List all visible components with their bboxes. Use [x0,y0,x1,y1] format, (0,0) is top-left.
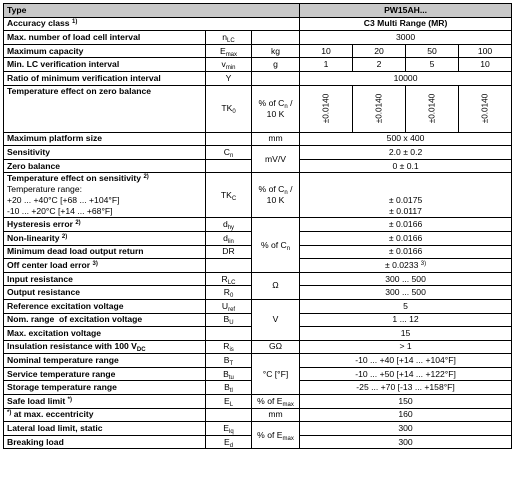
nlc-label: Max. number of load cell interval [4,31,206,45]
sensitivity-value: 2.0 ± 0.2 [300,146,512,160]
servtemp-value: -10 ... +50 [+14 ... +122°F] [300,367,512,381]
row-input-resistance [4,272,512,286]
nomtemp-symbol: $B_T$ [206,354,252,368]
tk0-value: ±0.0140 [300,85,353,132]
nlc-value: 3000 [300,31,512,45]
nomtemp-value: -10 ... +40 [+14 ... +104°F] [300,354,512,368]
pct-cn-unit: % of $C_n$ [252,218,300,272]
sensitivity-label: Sensitivity [4,146,206,160]
lateral-value: 300 [300,422,512,436]
nomrange-label: Nom. range of excitation voltage [4,313,206,327]
lateral-symbol: $E_{lq}$ [206,422,252,436]
breaking-label: Breaking load [4,435,206,449]
eccentric-value: 160 [300,408,512,422]
offcenter-symbol [206,259,252,273]
safeload-unit: % of $E_{max}$ [252,395,300,409]
ratio-unit [252,71,300,85]
row-eccentricity [4,408,512,422]
outres-symbol: $R_0$ [206,286,252,300]
safeload-symbol: $E_L$ [206,395,252,409]
tk0-unit: % of $C_n$ / 10 K [252,85,300,132]
accuracy-value: C3 Multi Range (MR) [300,17,512,31]
safeload-label: Safe load limit *) [4,395,206,409]
hysteresis-value: ± 0.0166 [300,218,512,232]
tk0-symbol: $TK_0$ [206,85,252,132]
celsius-unit: °C [°F] [252,354,300,395]
inres-label: Input resistance [4,272,206,286]
mvv-unit: mV/V [252,146,300,173]
outres-value: 300 ... 500 [300,286,512,300]
emax-unit: kg [252,44,300,58]
vmin-label: Min. LC verification interval [4,58,206,72]
row-safe-load [4,395,512,409]
zero-value: 0 ± 0.1 [300,159,512,173]
row-lateral [4,422,512,436]
row-tkc [4,173,512,218]
ohm-unit: Ω [252,272,300,299]
lateral-label: Lateral load limit, static [4,422,206,436]
stortemp-value: -25 ... +70 [-13 ... +158°F] [300,381,512,395]
tk0-label: Temperature effect on zero balance [4,85,206,132]
row-emax [4,44,512,58]
nomrange-symbol: $B_U$ [206,313,252,327]
vmin-value: 5 [406,58,459,72]
breaking-value: 300 [300,435,512,449]
maxexc-value: 15 [300,327,512,341]
nlc-symbol: $n_{LC}$ [206,31,252,45]
insres-unit: GΩ [252,340,300,354]
sensitivity-symbol: $C_n$ [206,146,252,160]
pct-emax-unit: % of $E_{max}$ [252,422,300,449]
platform-value: 500 x 400 [300,132,512,146]
tk0-value: ±0.0140 [459,85,512,132]
row-accuracy [4,17,512,31]
deadload-label: Minimum dead load output return [4,245,206,259]
ratio-symbol: Y [206,71,252,85]
offcenter-value: ± 0.0233 $^{3)}$ [300,259,512,273]
emax-value: 20 [353,44,406,58]
outres-label: Output resistance [4,286,206,300]
refexc-label: Reference excitation voltage [4,299,206,313]
emax-label: Maximum capacity [4,44,206,58]
tkc-label: Temperature effect on sensitivity $^{2)}$ Temperature range: +20 ... +40°C [+68 ... +104°F] -10 ... +20°C [+14 ... +68°F] [4,173,206,218]
insres-symbol: $R_{is}$ [206,340,252,354]
tkc-symbol: $TK_C$ [206,173,252,218]
type-label: Type [4,4,300,18]
row-type [4,4,512,18]
specification-table [3,3,512,449]
accuracy-label: Accuracy class $^{1)}$ [4,17,300,31]
hysteresis-symbol: $d_{hy}$ [206,218,252,232]
row-nominal-temp [4,354,512,368]
breaking-symbol: $E_d$ [206,435,252,449]
vmin-value: 2 [353,58,406,72]
offcenter-label: Off center load error $^{3)}$ [4,259,206,273]
type-value: PW15AH... [300,4,512,18]
tk0-value: ±0.0140 [353,85,406,132]
emax-symbol: $E_{max}$ [206,44,252,58]
vmin-value: 10 [459,58,512,72]
insres-label: Insulation resistance with 100 $V_{DC}$ [4,340,206,354]
ratio-label: Ratio of minimum verification interval [4,71,206,85]
row-nlc [4,31,512,45]
emax-value: 10 [300,44,353,58]
row-sensitivity [4,146,512,160]
vmin-symbol: $v_{min}$ [206,58,252,72]
deadload-value: ± 0.0166 [300,245,512,259]
tk0-value: ±0.0140 [406,85,459,132]
vmin-unit: g [252,58,300,72]
nlc-unit [252,31,300,45]
nonlin-label: Non-linearity $^{2)}$ [4,231,206,245]
refexc-value: 5 [300,299,512,313]
emax-value: 100 [459,44,512,58]
servtemp-symbol: $B_{tu}$ [206,367,252,381]
emax-value: 50 [406,44,459,58]
nomtemp-label: Nominal temperature range [4,354,206,368]
inres-value: 300 ... 500 [300,272,512,286]
eccentric-unit: mm [252,408,300,422]
servtemp-label: Service temperature range [4,367,206,381]
volt-unit: V [252,299,300,340]
maxexc-label: Max. excitation voltage [4,327,206,341]
tkc-unit: % of $C_n$ / 10 K [252,173,300,218]
insres-value: > 1 [300,340,512,354]
ratio-value: 10000 [300,71,512,85]
eccentric-symbol [206,408,252,422]
row-tk0 [4,85,512,132]
hysteresis-label: Hysteresis error $^{2)}$ [4,218,206,232]
row-hysteresis [4,218,512,232]
nonlin-symbol: $d_{lin}$ [206,231,252,245]
zero-symbol [206,159,252,173]
row-ratio [4,71,512,85]
row-vmin [4,58,512,72]
tkc-value: ± 0.0175 ± 0.0117 [300,173,512,218]
safeload-value: 150 [300,395,512,409]
row-ref-excitation [4,299,512,313]
stortemp-symbol: $B_{tl}$ [206,381,252,395]
zero-label: Zero balance [4,159,206,173]
platform-symbol [206,132,252,146]
row-insulation [4,340,512,354]
vmin-value: 1 [300,58,353,72]
refexc-symbol: $U_{ref}$ [206,299,252,313]
eccentric-label: *) at max. eccentricity [4,408,206,422]
nomrange-value: 1 ... 12 [300,313,512,327]
maxexc-symbol [206,327,252,341]
platform-unit: mm [252,132,300,146]
deadload-symbol: DR [206,245,252,259]
stortemp-label: Storage temperature range [4,381,206,395]
platform-label: Maximum platform size [4,132,206,146]
row-platform [4,132,512,146]
nonlin-value: ± 0.0166 [300,231,512,245]
inres-symbol: $R_{LC}$ [206,272,252,286]
